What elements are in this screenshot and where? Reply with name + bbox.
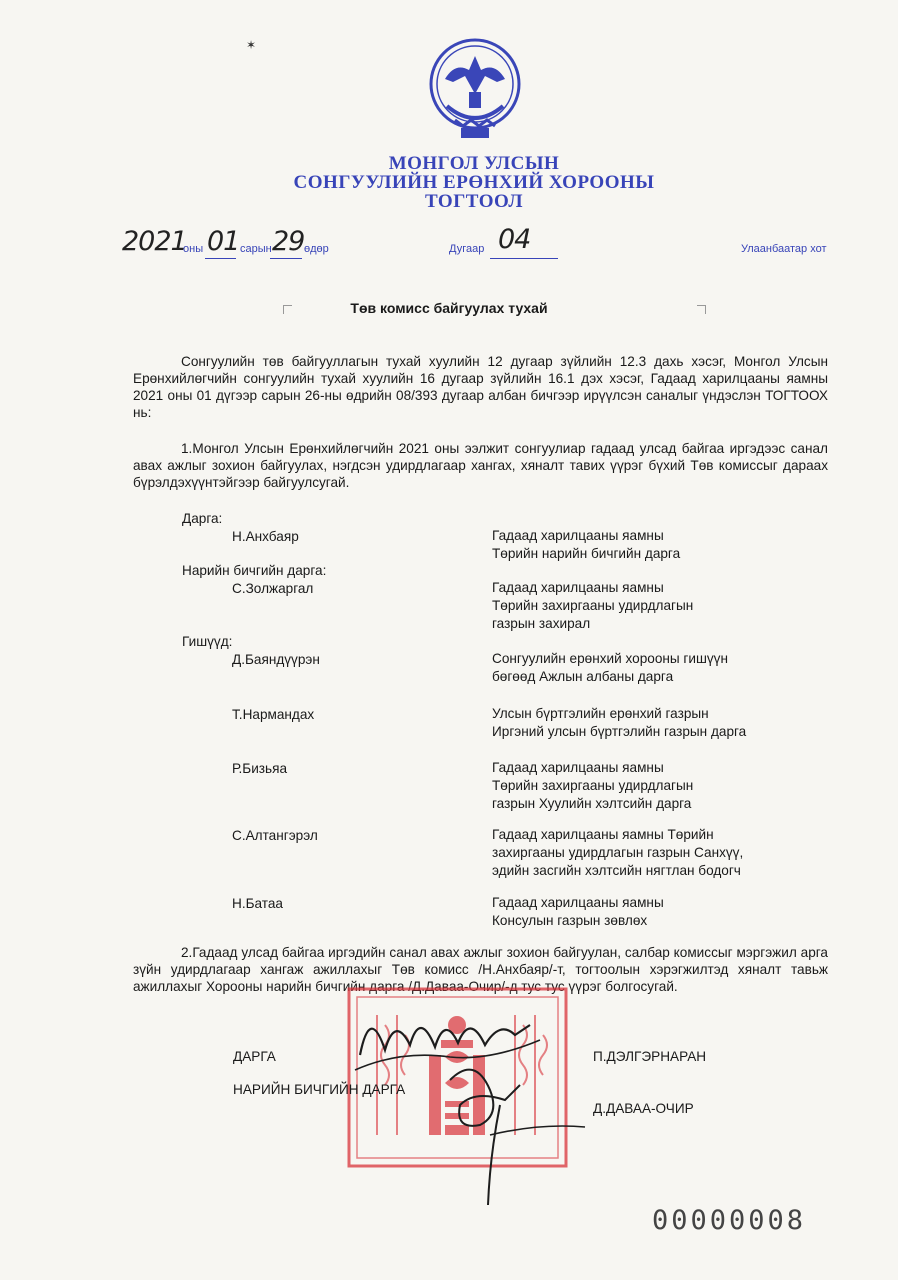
ink-speck: ✶ <box>246 38 257 52</box>
chair-label: Дарга: <box>182 511 223 526</box>
chair-name: Н.Анхбаяр <box>232 529 299 544</box>
signature-secretary-name: Д.ДАВАА-ОЧИР <box>593 1101 694 1116</box>
decree-number: 04 <box>498 224 531 255</box>
header-line-3: ТОГТООЛ <box>425 191 523 212</box>
date-month: 01 <box>207 226 240 257</box>
date-year: 2021 <box>122 226 187 257</box>
member-position: Гадаад харилцааны яамны Төрийн захиргааны удирдлагын газрын Хуулийн хэлтсийн дарга <box>492 760 694 811</box>
state-emblem-icon <box>425 34 525 140</box>
item-2-paragraph: 2.Гадаад улсад байгаа иргэдийн санал авах ажлыг зохион байгуулан, салбар комиссыг мэргэжил арга зүйн удирдлагаар хангаж ажиллахыг Төв комисс /Н.Анхбаяр/-т, тогтоолын хэрэгжилтэд хяналт тавьж ажиллахыг Хорооны нарийн бичгийн дарга /Д.Даваа-Очир/-д тус тус үүрэг болгосугай. <box>133 945 828 994</box>
number-underline <box>490 258 558 259</box>
date-month-suffix: сарын <box>240 243 272 255</box>
members-label: Гишүүд: <box>182 634 233 649</box>
member-position: Гадаад харилцааны яамны Төрийн захиргааны удирдлагын газрын Санхүү, эдийн засгийн хэлтсийн нягтлан бодогч <box>492 827 744 878</box>
serial-number: 00000008 <box>652 1205 807 1236</box>
secretary-name: С.Золжаргал <box>232 581 314 596</box>
member-name: Р.Бизьяа <box>232 761 288 776</box>
date-month-underline <box>205 258 236 259</box>
item-1-paragraph: 1.Монгол Улсын Ерөнхийлөгчийн 2021 оны ээлжит сонгуулиар гадаад улсад байгаа иргэдээс санал авах ажлыг зохион байгуулах, нэгдсэн удирдлагаар хангах, хяналт тавих үүрэг бүхий Төв комиссыг дараах бүрэлдэхүүнтэйгээр байгуулсугай. <box>133 441 828 490</box>
member-name: Т.Нармандах <box>232 707 315 722</box>
secretary-position: Гадаад харилцааны яамны Төрийн захиргааны удирдлагын газрын захирал <box>492 580 694 631</box>
member-position: Сонгуулийн ерөнхий хорооны гишүүн бөгөөд Ажлын албаны дарга <box>492 651 728 684</box>
header-line-1: МОНГОЛ УЛСЫН <box>388 153 560 174</box>
number-label: Дугаар <box>449 243 485 255</box>
member-position: Гадаад харилцааны яамны Консулын газрын зөвлөх <box>492 895 664 928</box>
signature-chair-role: ДАРГА <box>233 1049 276 1064</box>
date-day: 29 <box>272 226 305 257</box>
chair-position: Гадаад харилцааны яамны Төрийн нарийн бичгийн дарга <box>492 528 681 561</box>
member-name: Н.Батаа <box>232 896 283 911</box>
header-line-2: СОНГУУЛИЙН ЕРӨНХИЙ ХОРООНЫ <box>293 172 655 193</box>
secretary-label: Нарийн бичгийн дарга: <box>182 563 327 578</box>
member-name: Д.Баяндүүрэн <box>232 652 320 667</box>
signature-secretary-role: НАРИЙН БИЧГИЙН ДАРГА <box>233 1082 406 1097</box>
intro-paragraph: Сонгуулийн төв байгууллагын тухай хуулийн 12 дугаар зүйлийн 12.3 дахь хэсэг, Монгол Улсын Ерөнхийлөгчийн сонгуулийн тухай хуулийн 16 дугаар зүйлийн 16.1 дэх хэсэг, Гадаад харилцааны яамны 2021 оны 01 дүгээр сарын 26-ны өдрийн 08/393 дугаар албан бичгээр ирүүлсэн саналыг үндэслэн ТОГТООХ нь: <box>133 354 828 420</box>
date-day-underline <box>270 258 302 259</box>
date-year-suffix: оны <box>183 243 204 255</box>
date-day-suffix: өдөр <box>304 243 329 255</box>
handwritten-signatures <box>340 995 590 1215</box>
decree-subject: Төв комисс байгуулах тухай <box>350 300 548 316</box>
signature-chair-name: П.ДЭЛГЭРНАРАН <box>593 1049 707 1064</box>
member-position: Улсын бүртгэлийн ерөнхий газрын Иргэний улсын бүртгэлийн газрын дарга <box>492 706 747 739</box>
member-name: С.Алтангэрэл <box>232 828 318 843</box>
city: Улаанбаатар хот <box>741 243 827 255</box>
